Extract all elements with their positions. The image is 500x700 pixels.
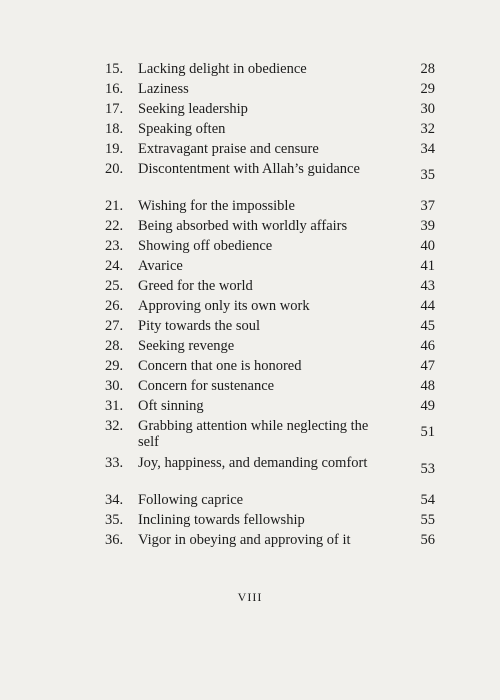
toc-entry-number: 19. [105,141,124,157]
toc-entry-number: 28. [105,338,124,354]
toc-entry-page: 44 [420,298,435,314]
toc-entry-title: Lacking delight in obedience [138,61,307,77]
toc-entry-title: Greed for the world [138,278,253,294]
toc-entry-number: 36. [105,532,124,548]
toc-entry-number: 15. [105,61,124,77]
toc-entry-title: Grabbing attention while neglecting the self [138,418,369,450]
toc-entry-title: Joy, happiness, and demanding comfort [138,455,368,471]
toc-entry-title: Pity towards the soul [138,318,261,334]
toc-entry-number: 21. [105,198,124,214]
toc-entry-title: Avarice [138,258,183,274]
toc-entry-title: Extravagant praise and censure [138,141,319,157]
toc-entry-page: 37 [420,198,435,214]
toc-entry-page: 46 [420,338,435,354]
toc-entry-number: 27. [105,318,124,334]
toc-entry-title: Inclining towards fellowship [138,512,305,528]
toc-entry-page: 45 [420,318,435,334]
toc-entry-page: 28 [420,61,435,77]
toc-entry-page: 54 [420,492,435,508]
toc-entry-number: 29. [105,358,124,374]
toc-entry-title: Seeking revenge [138,338,235,354]
toc-entry-page: 30 [420,101,435,117]
toc-entry-page: 55 [420,512,435,528]
toc-entry-title: Laziness [138,81,189,97]
toc-entry-title: Wishing for the impossible [138,198,295,214]
toc-entry-number: 32. [105,418,124,434]
toc-entry-page: 34 [420,141,435,157]
toc-entry-page: 51 [420,424,435,440]
toc-entry-title: Discontentment with Allah’s guidance [138,161,360,177]
toc-entry-number: 33. [105,455,124,471]
toc-entry-page: 39 [420,218,435,234]
toc-entry-title: Vigor in obeying and approving of it [138,532,351,548]
toc-entry-title: Seeking leadership [138,101,248,117]
toc-entry-page: 29 [420,81,435,97]
toc-entry-page: 48 [420,378,435,394]
toc-entry-number: 23. [105,238,124,254]
toc-entry-title: Being absorbed with worldly affairs [138,218,348,234]
toc-entry-page: 49 [420,398,435,414]
toc-entry-title: Concern that one is honored [138,358,302,374]
toc-entry-title: Approving only its own work [138,298,310,314]
toc-entry-number: 25. [105,278,124,294]
toc-entry-page: 40 [420,238,435,254]
toc-entry-title: Speaking often [138,121,226,137]
toc-entry-number: 16. [105,81,124,97]
toc-entry-number: 35. [105,512,124,528]
toc-entry-title: Oft sinning [138,398,204,414]
toc-entry-number: 26. [105,298,124,314]
toc-entry-number: 31. [105,398,124,414]
toc-entry-number: 22. [105,218,124,234]
toc-entry-number: 34. [105,492,124,508]
toc-entry-page: 41 [420,258,435,274]
toc-entry-number: 24. [105,258,124,274]
toc-entry-page: 56 [420,532,435,548]
toc-entry-title: Showing off obedience [138,238,273,254]
toc-entry-page: 35 [420,167,435,183]
toc-entry-page: 53 [420,461,435,477]
toc-entry-page: 43 [420,278,435,294]
toc-entry-number: 17. [105,101,124,117]
toc-entry-page: 47 [420,358,435,374]
toc-entry-page: 32 [420,121,435,137]
toc-entry-number: 18. [105,121,124,137]
toc-entry-title: Following caprice [138,492,244,508]
page-number-footer: VIII [237,590,263,604]
toc-entry-number: 20. [105,161,124,177]
toc-entry-title: Concern for sustenance [138,378,275,394]
toc-entry-number: 30. [105,378,124,394]
